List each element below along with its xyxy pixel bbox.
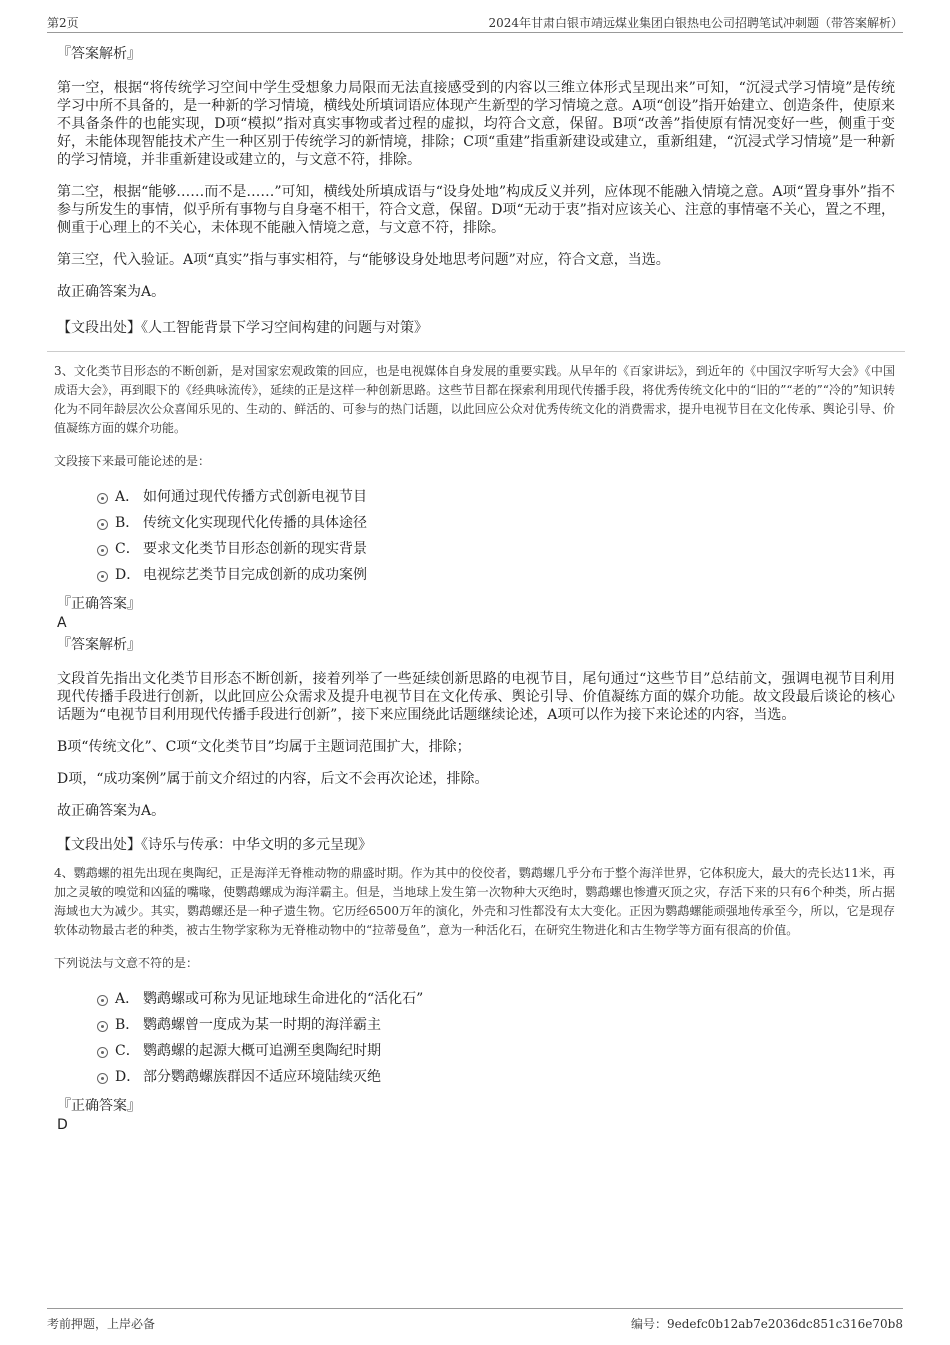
radio-icon[interactable] (97, 571, 108, 582)
correct-answer: A (57, 615, 67, 631)
divider (47, 351, 905, 352)
page-header (47, 12, 903, 33)
option-b[interactable]: B． 传统文化实现现代化传播的具体途径 (97, 510, 895, 536)
option-d[interactable]: D． 电视综艺类节目完成创新的成功案例 (97, 562, 895, 588)
option-a[interactable]: A． 鹦鹉螺或可称为见证地球生命进化的“活化石” (97, 986, 895, 1012)
option-b[interactable]: B． 鹦鹉螺曾一度成为某一时期的海洋霸主 (97, 1012, 895, 1038)
question-3-text: 3、文化类节目形态的不断创新，是对国家宏观政策的回应，也是电视媒体自身发展的重要实践。从早年的《百家讲坛》，到近年的《中国汉字听写大会》《中国成语大会》，再到眼下的《经典咏流传》，延续的正是这样一种创新思路。这些节目都在探索利用现代传播手段，将优秀传统文化中的“旧的”“老的”“冷的”知识转化为不同年龄层次公众喜闻乐见的、生动的、鲜活的、可参与的热门话题，以此回应公众对优秀传统文化的消费需求，提升电视节目在文化传承、舆论引导、价值凝练方面的媒介功能。 (54, 364, 895, 435)
source-line (57, 836, 895, 854)
source-title: 《诗乐与传承：中华文明的多元呈现》 (141, 837, 372, 853)
page-number: 第2页 (47, 16, 79, 30)
source-title: 《人工智能背景下学习空间构建的问题与对策》 (141, 320, 428, 336)
main-content (54, 44, 895, 1134)
question-4-options (57, 986, 895, 1090)
analysis-conclusion: 故正确答案为A。 (57, 803, 166, 819)
option-d[interactable]: D． 部分鹦鹉螺族群因不适应环境陆续灭绝 (97, 1064, 895, 1090)
analysis-paragraph: D项，“成功案例”属于前文介绍过的内容，后文不会再次论述，排除。 (57, 771, 489, 787)
correct-answer-label: 『正确答案』 (57, 596, 141, 612)
radio-icon[interactable] (97, 995, 108, 1006)
source-label: 【文段出处】 (57, 837, 141, 853)
analysis-label: 『答案解析』 (57, 637, 141, 653)
radio-icon[interactable] (97, 545, 108, 556)
analysis-paragraph: 第一空，根据“将传统学习空间中学生受想象力局限而无法直接感受到的内容以三维立体形式呈现出来”可知，“沉浸式学习情境”是传统学习中所不具备的，是一种新的学习情境，横线处所填词语应体现产生新型的学习情境之意。A项“创设”指开始建立、创造条件，使原来不具备条件的也能实现，D项“模拟”指对真实事物或者过程的虚拟，均符合文意，保留。B项“改善”指使原有情况变好一些，侧重于变好，未能体现智能技术产生一种区别于传统学习的新情境，排除；C项“重建”指重新建设或建立，重新组建，“沉浸式学习情境”是一种新的学习情境，并非重新建设或建立的，与文意不符，排除。 (57, 80, 895, 168)
analysis-conclusion: 故正确答案为A。 (57, 284, 166, 300)
radio-icon[interactable] (97, 493, 108, 504)
document-title: 2024年甘肃白银市靖远煤业集团白银热电公司招聘笔试冲刺题（带答案解析） (488, 16, 903, 30)
question-3-prompt: 文段接下来最可能论述的是： (54, 454, 211, 468)
question-4-text: 4、鹦鹉螺的祖先出现在奥陶纪，正是海洋无脊椎动物的鼎盛时期。作为其中的佼佼者，鹦鹉螺几乎分布于整个海洋世界，它体积庞大，最大的壳长达11米，再加之灵敏的嗅觉和凶猛的嘴喙，使鹦鹉螺成为海洋霸主。但是，当地球上发生第一次物种大灭绝时，鹦鹉螺也惨遭灭顶之灾，存活下来的只有6个种类，所占据海域也大为减少。其实，鹦鹉螺还是一种孑遗生物。它历经6500万年的演化，外壳和习性都没有太大变化。正因为鹦鹉螺能顽强地传承至今，所以，它是现存软体动物最古老的种类，被古生物学家称为无脊椎动物中的“拉蒂曼鱼”，意为一种活化石，在研究生物进化和古生物学等方面有很高的价值。 (54, 866, 895, 937)
question-3-options (57, 484, 895, 588)
analysis-label: 『答案解析』 (57, 46, 141, 62)
page-footer (47, 1308, 903, 1331)
source-label: 【文段出处】 (57, 320, 141, 336)
option-c[interactable]: C． 要求文化类节目形态创新的现实背景 (97, 536, 895, 562)
analysis-paragraph: 第二空，根据“能够……而不是……”可知，横线处所填成语与“设身处地”构成反义并列，应体现不能融入情境之意。A项“置身事外”指不参与所发生的事情，似乎所有事物与自身毫不相干，符合文意，保留。D项“无动于衷”指对应该关心、注意的事情毫不关心，置之不理，侧重于心理上的不关心，未体现不能融入情境之意，与文意不符，排除。 (57, 184, 895, 236)
radio-icon[interactable] (97, 1021, 108, 1032)
analysis-paragraph: 第三空，代入验证。A项“真实”指与事实相符，与“能够设身处地思考问题”对应，符合文意，当选。 (57, 252, 670, 268)
radio-icon[interactable] (97, 1073, 108, 1084)
question-4-prompt: 下列说法与文意不符的是： (54, 956, 199, 970)
option-a[interactable]: A． 如何通过现代传播方式创新电视节目 (97, 484, 895, 510)
radio-icon[interactable] (97, 1047, 108, 1058)
document-id: 编号：9edefc0b12ab7e2036dc851c316e70b8 (631, 1317, 903, 1331)
source-line (57, 319, 895, 337)
option-c[interactable]: C． 鹦鹉螺的起源大概可追溯至奥陶纪时期 (97, 1038, 895, 1064)
correct-answer: D (57, 1117, 68, 1133)
footer-slogan: 考前押题，上岸必备 (47, 1317, 156, 1331)
analysis-paragraph: B项“传统文化”、C项“文化类节目”均属于主题词范围扩大，排除； (57, 739, 471, 755)
analysis-paragraph: 文段首先指出文化类节目形态不断创新，接着列举了一些延续创新思路的电视节目，尾句通过“这些节目”总结前文，强调电视节目利用现代传播手段进行创新，以此回应公众需求及提升电视节目在文化传承、舆论引导、价值凝练方面的媒介功能。故文段最后谈论的核心话题为“电视节目利用现代传播手段进行创新”，接下来应围绕此话题继续论述，A项可以作为接下来论述的内容，当选。 (57, 671, 895, 723)
correct-answer-label: 『正确答案』 (57, 1098, 141, 1114)
radio-icon[interactable] (97, 519, 108, 530)
